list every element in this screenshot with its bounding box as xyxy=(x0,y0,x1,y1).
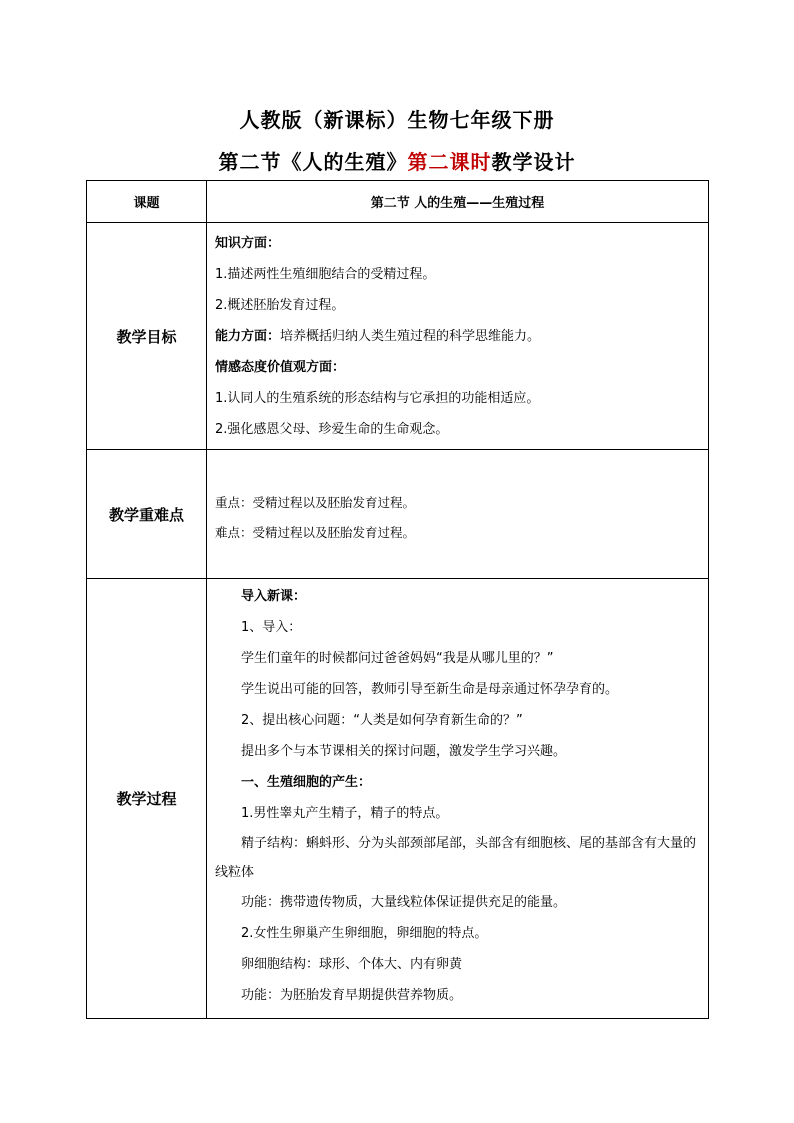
process-line: 提出多个与本节课相关的探讨问题，激发学生学习兴趣。 xyxy=(241,744,567,759)
topic-row xyxy=(87,181,709,223)
lesson-plan-table xyxy=(86,180,709,1019)
process-line: 1.男性睾丸产生精子，精子的特点。 xyxy=(241,806,449,821)
process-line: 导入新课： xyxy=(241,589,307,604)
topic-value: 第二节 人的生殖——生殖过程 xyxy=(207,181,709,223)
knowledge-item-2: 2.概述胚胎发育过程。 xyxy=(215,298,345,313)
topic-label: 课题 xyxy=(87,181,207,223)
objectives-content xyxy=(207,223,709,450)
process-line: 功能：为胚胎发育早期提供营养物质。 xyxy=(241,988,463,1003)
process-line: 学生们童年的时候都问过爸爸妈妈“我是从哪儿里的？” xyxy=(241,651,554,666)
process-content xyxy=(207,579,709,1019)
knowledge-item-1: 1.描述两性生殖细胞结合的受精过程。 xyxy=(215,267,436,282)
document-title: 人教版（新课标）生物七年级下册 xyxy=(239,108,555,132)
subtitle-part-1: 第二节《人的生殖》 xyxy=(218,150,408,174)
objectives-row xyxy=(87,223,709,450)
process-line: 卵细胞结构：球形、个体大、内有卵黄 xyxy=(241,957,463,972)
emotion-item-2: 2.强化感恩父母、珍爱生命的生命观念。 xyxy=(215,422,449,437)
process-line: 2、提出核心问题：“人类是如何孕育新生命的？” xyxy=(241,713,523,728)
process-line: 学生说出可能的回答，教师引导至新生命是母亲通过怀孕孕育的。 xyxy=(241,682,619,697)
emotion-heading: 情感态度价值观方面： xyxy=(215,360,346,375)
process-line: 1、导入： xyxy=(241,620,302,635)
difficulties-label: 教学重难点 xyxy=(87,450,207,579)
ability-text: 培养概括归纳人类生殖过程的科学思维能力。 xyxy=(280,329,541,344)
knowledge-heading: 知识方面： xyxy=(215,236,281,251)
process-line: 2.女性生卵巢产生卵细胞，卵细胞的特点。 xyxy=(241,926,488,941)
difficult-point: 难点：受精过程以及胚胎发育过程。 xyxy=(215,525,416,540)
difficulties-row xyxy=(87,450,709,579)
difficulties-content xyxy=(207,450,709,579)
ability-heading: 能力方面： xyxy=(215,329,281,344)
subtitle-highlight: 第二课时 xyxy=(407,150,492,174)
ability-line xyxy=(215,321,702,352)
key-point: 重点：受精过程以及胚胎发育过程。 xyxy=(215,495,416,510)
document-subtitle xyxy=(0,146,794,175)
emotion-item-1: 1.认同人的生殖系统的形态结构与它承担的功能相适应。 xyxy=(215,391,540,406)
process-line: 精子结构：蝌蚪形、分为头部颈部尾部，头部含有细胞核、尾的基部含有大量的线粒体 xyxy=(215,836,697,880)
process-row xyxy=(87,579,709,1019)
subtitle-part-3: 教学设计 xyxy=(491,150,576,174)
process-label: 教学过程 xyxy=(87,579,207,1019)
section-heading: 一、生殖细胞的产生： xyxy=(241,775,372,790)
process-line: 功能：携带遗传物质，大量线粒体保证提供充足的能量。 xyxy=(241,895,567,910)
objectives-label: 教学目标 xyxy=(87,223,207,450)
